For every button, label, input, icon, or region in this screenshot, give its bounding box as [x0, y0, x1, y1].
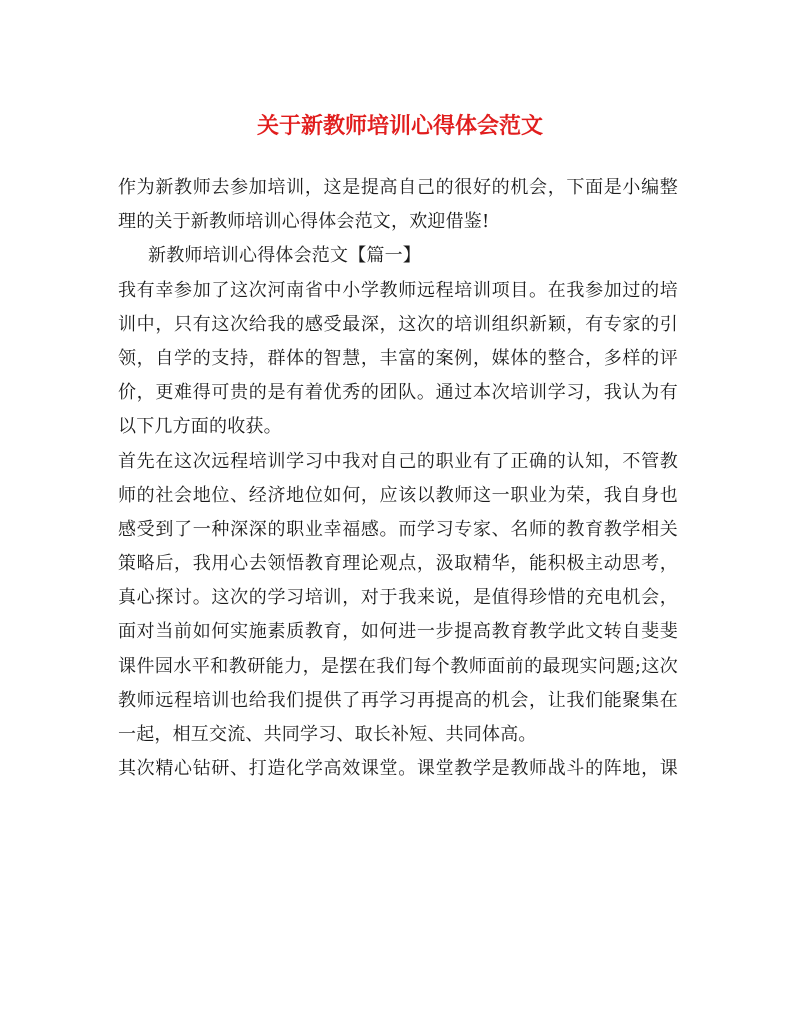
text-line: 面对当前如何实施素质教育，如何进一步提高教育教学此文转自斐斐 [118, 621, 678, 643]
text-line: 理的关于新教师培训心得体会范文，欢迎借鉴! [118, 211, 490, 233]
text-line: 策略后，我用心去领悟教育理论观点，汲取精华，能积极主动思考， [118, 553, 678, 575]
text-line: 首先在这次远程培训学习中我对自己的职业有了正确的认知，不管教 [118, 450, 678, 472]
text-line: 其次精心钻研、打造化学高效课堂。课堂教学是教师战斗的阵地，课 [118, 758, 678, 780]
text-line: 以下几方面的收获。 [118, 416, 282, 438]
text-line: 作为新教师去参加培训，这是提高自己的很好的机会，下面是小编整 [118, 177, 678, 198]
text-line: 一起，相互交流、共同学习、取长补短、共同体高。 [118, 724, 537, 745]
document-body [118, 171, 678, 786]
text-line: 感受到了一种深深的职业幸福感。而学习专家、名师的教育教学相关 [118, 518, 678, 540]
text-line: 师的社会地位、经济地位如何，应该以教师这一职业为荣，我自身也 [118, 484, 678, 506]
text-line: 真心探讨。这次的学习培训，对于我来说，是值得珍惜的充电机会， [118, 587, 678, 609]
document-title: 关于新教师培训心得体会范文 [256, 113, 543, 139]
text-line: 价，更难得可贵的是有着优秀的团队。通过本次培训学习，我认为有 [118, 382, 678, 404]
text-line: 教师远程培训也给我们提供了再学习再提高的机会，让我们能聚集在 [118, 689, 678, 711]
text-line: 领，自学的支持，群体的智慧，丰富的案例，媒体的整合，多样的评 [118, 347, 678, 369]
text-line: 课件园水平和教研能力，是摆在我们每个教师面前的最现实问题;这次 [118, 655, 678, 677]
section-heading: 新教师培训心得体会范文【篇一】 [148, 245, 421, 267]
text-line: 训中，只有这次给我的感受最深，这次的培训组织新颖，有专家的引 [118, 313, 678, 335]
text-line: 我有幸参加了这次河南省中小学教师远程培训项目。在我参加过的培 [118, 279, 678, 301]
